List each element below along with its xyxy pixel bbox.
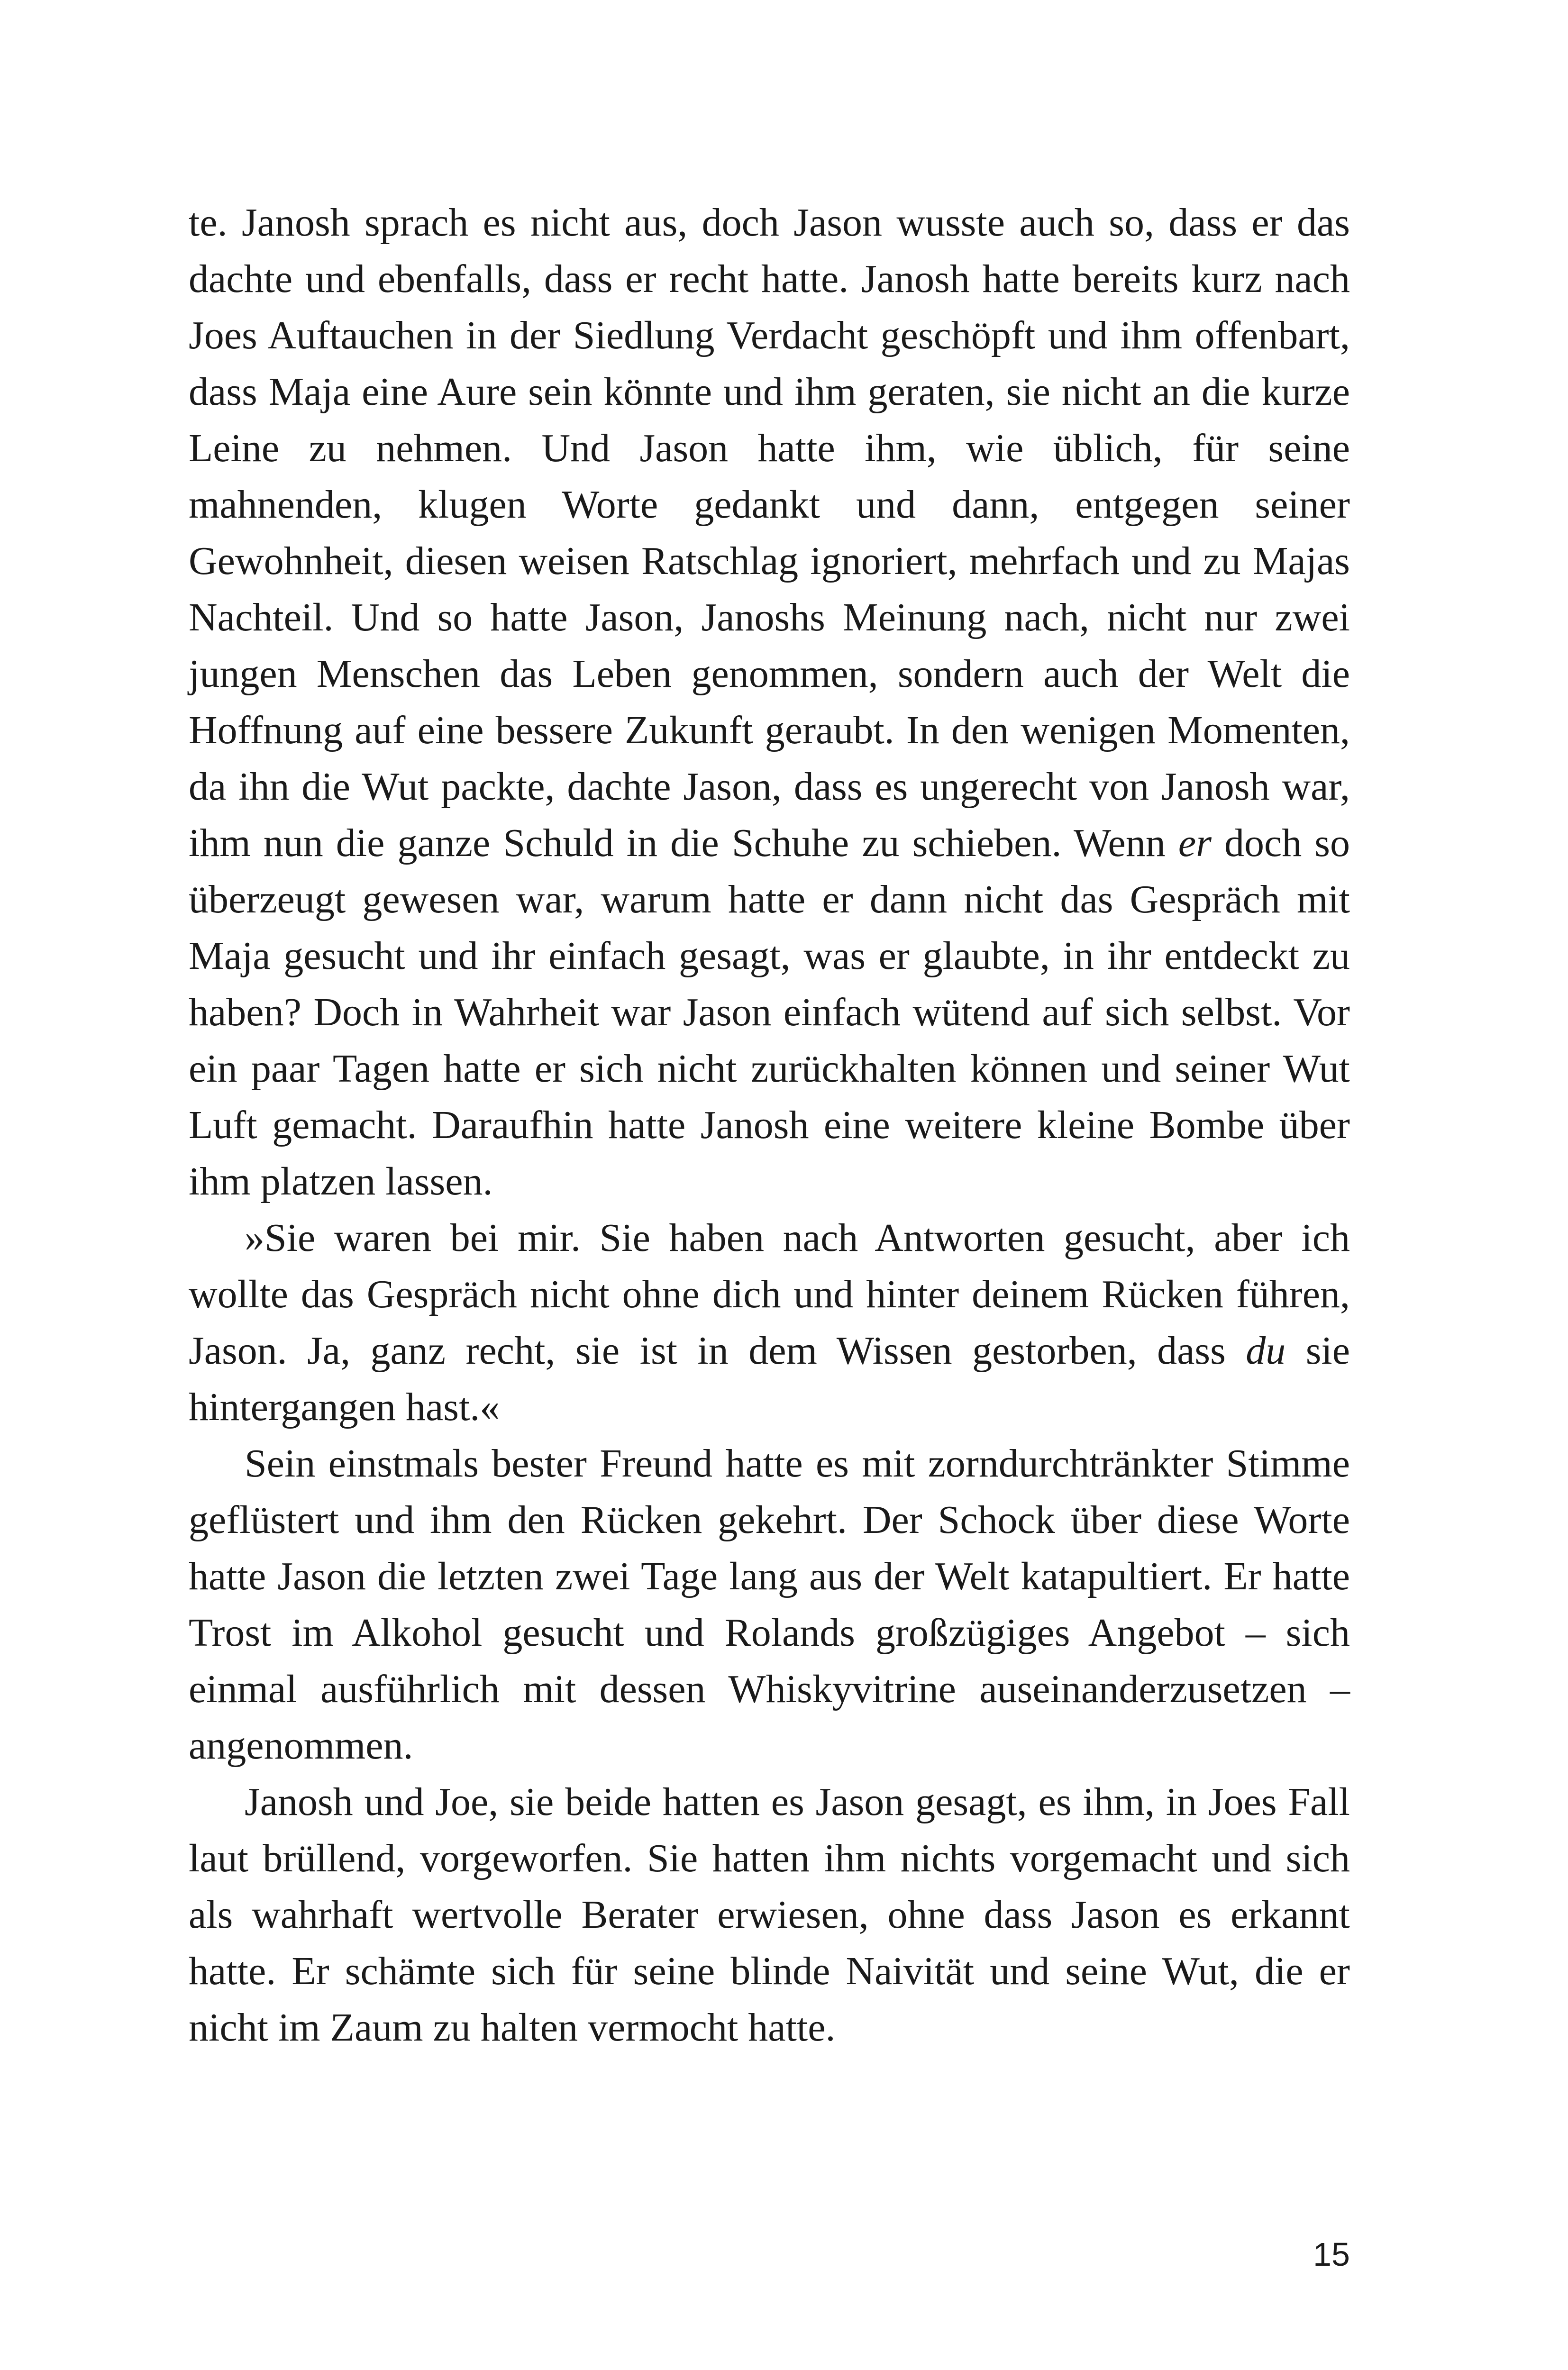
page-number: 15	[1313, 2236, 1350, 2273]
paragraph-2-italic-du: du	[1246, 1329, 1286, 1373]
paragraph-1-text-1: te. Janosh sprach es nicht aus, doch Jason wusste auch so, dass er das dachte und ebenfalls, dass er recht hatte. Janosh hatte bereits kurz nach Joes Auftauchen in der Siedlung Verdacht geschöpft und ihm offenbart, dass Maja eine Aure sein könnte und ihm geraten, sie nicht an die kurze Leine zu nehmen. Und Jason hatte ihm, wie üblich, für seine mahnenden, klugen Worte gedankt und dann, entgegen seiner Gewohnheit, diesen weisen Ratschlag ignoriert, mehrfach und zu Majas Nachteil. Und so hatte Jason, Janoshs Meinung nach, nicht nur zwei jungen Menschen das Leben genommen, sondern auch der Welt die Hoffnung auf eine bessere Zukunft geraubt. In den wenigen Momenten, da ihn die Wut packte, dachte Jason, dass es ungerecht von Janosh war, ihm nun die ganze Schuld in die Schuhe zu schieben. Wenn	[189, 201, 1350, 865]
body-text	[189, 194, 1350, 2056]
paragraph-2	[189, 1210, 1350, 1435]
paragraph-4	[189, 1774, 1350, 2056]
paragraph-1	[189, 194, 1350, 1210]
paragraph-2-text-1: »Sie waren bei mir. Sie haben nach Antworten gesucht, aber ich wollte das Gespräch nicht ohne dich und hinter deinem Rücken führen, Jason. Ja, ganz recht, sie ist in dem Wissen gestorben, dass	[189, 1216, 1350, 1373]
paragraph-1-italic-er: er	[1178, 821, 1212, 865]
paragraph-1-text-2: doch so überzeugt gewesen war, warum hatte er dann nicht das Gespräch mit Maja gesucht und ihr einfach gesagt, was er glaubte, in ihr entdeckt zu haben? Doch in Wahrheit war Jason einfach wütend auf sich selbst. Vor ein paar Tagen hatte er sich nicht zurückhalten können und seiner Wut Luft gemacht. Daraufhin hatte Janosh eine weitere kleine Bombe über ihm platzen lassen.	[189, 821, 1350, 1203]
paragraph-3-text-1: Sein einstmals bester Freund hatte es mit zorndurchtränkter Stimme geflüstert und ihm den Rücken gekehrt. Der Schock über diese Worte hatte Jason die letzten zwei Tage lang aus der Welt katapultiert. Er hatte Trost im Alkohol gesucht und Rolands großzügiges Angebot – sich einmal ausführlich mit dessen Whiskyvitrine auseinanderzusetzen – angenommen.	[189, 1441, 1350, 1768]
paragraph-2-text-2: sie hintergangen hast.«	[189, 1329, 1350, 1429]
paragraph-4-text-1: Janosh und Joe, sie beide hatten es Jason gesagt, es ihm, in Joes Fall laut brüllend, vorgeworfen. Sie hatten ihm nichts vorgemacht und sich als wahrhaft wertvolle Berater erwiesen, ohne dass Jason es erkannt hatte. Er schämte sich für seine blinde Naivität und seine Wut, die er nicht im Zaum zu halten vermocht hatte.	[189, 1780, 1350, 2050]
paragraph-3	[189, 1435, 1350, 1774]
